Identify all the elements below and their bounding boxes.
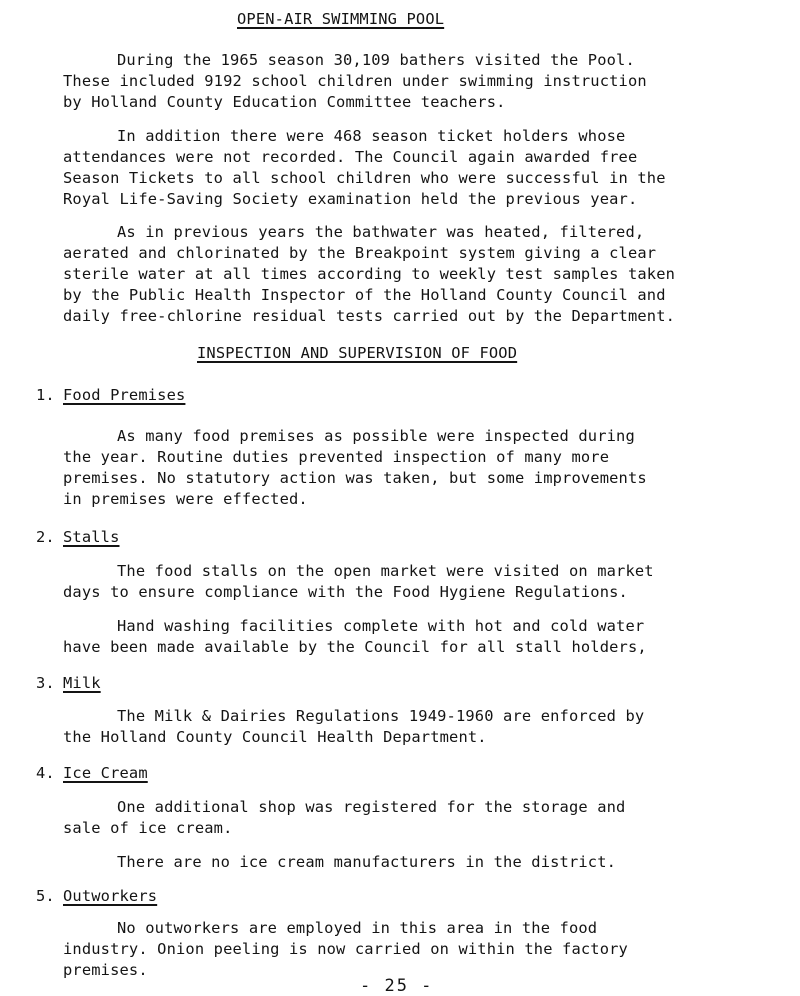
paragraph-line: sterile water at all times according to weekly test samples taken <box>63 265 676 283</box>
paragraph-line: Season Tickets to all school children who were successful in the <box>63 169 666 187</box>
paragraph-line: As many food premises as possible were inspected during <box>117 427 635 445</box>
paragraph-line: industry. Onion peeling is now carried on within the factory <box>63 940 628 958</box>
paragraph-line: daily free-chlorine residual tests carried out by the Department. <box>63 307 676 325</box>
section-number: 2. <box>36 528 55 546</box>
paragraph-line: days to ensure compliance with the Food Hygiene Regulations. <box>63 583 628 601</box>
paragraph-line: by the Public Health Inspector of the Holland County Council and <box>63 286 666 304</box>
subsection-heading: Stalls <box>63 528 120 546</box>
paragraph-line: The food stalls on the open market were visited on market <box>117 562 654 580</box>
paragraph-line: the Holland County Council Health Department. <box>63 728 487 746</box>
paragraph-line: premises. <box>63 961 148 979</box>
page-title: OPEN-AIR SWIMMING POOL <box>237 10 445 28</box>
paragraph-line: attendances were not recorded. The Council again awarded free <box>63 148 638 166</box>
section-number: 5. <box>36 887 55 905</box>
paragraph-line: During the 1965 season 30,109 bathers visited the Pool. <box>117 51 635 69</box>
paragraph-line: Hand washing facilities complete with hot and cold water <box>117 617 645 635</box>
paragraph-line: sale of ice cream. <box>63 819 233 837</box>
paragraph-line: in premises were effected. <box>63 490 308 508</box>
paragraph-line: aerated and chlorinated by the Breakpoint system giving a clear <box>63 244 657 262</box>
paragraph-line: the year. Routine duties prevented inspection of many more <box>63 448 610 466</box>
paragraph-line: premises. No statutory action was taken, but some improvements <box>63 469 647 487</box>
section-number: 3. <box>36 674 55 692</box>
page-number: - 25 - <box>360 976 434 996</box>
subsection-heading: Ice Cream <box>63 764 148 782</box>
paragraph-line: These included 9192 school children under swimming instruction <box>63 72 647 90</box>
paragraph-line: One additional shop was registered for the storage and <box>117 798 626 816</box>
paragraph-line: by Holland County Education Committee teachers. <box>63 93 506 111</box>
paragraph-line: In addition there were 468 season ticket holders whose <box>117 127 626 145</box>
paragraph-line: The Milk & Dairies Regulations 1949-1960 are enforced by <box>117 707 645 725</box>
paragraph-line: No outworkers are employed in this area in the food <box>117 919 598 937</box>
paragraph-line: Royal Life-Saving Society examination held the previous year. <box>63 190 638 208</box>
subsection-heading: Food Premises <box>63 386 186 404</box>
subsection-heading: Outworkers <box>63 887 158 905</box>
section-number: 1. <box>36 386 55 404</box>
paragraph-line: have been made available by the Council for all stall holders, <box>63 638 647 656</box>
section-heading: INSPECTION AND SUPERVISION OF FOOD <box>197 344 518 362</box>
paragraph-line: As in previous years the bathwater was heated, filtered, <box>117 223 645 241</box>
paragraph-line: There are no ice cream manufacturers in the district. <box>117 853 617 871</box>
section-number: 4. <box>36 764 55 782</box>
subsection-heading: Milk <box>63 674 101 692</box>
